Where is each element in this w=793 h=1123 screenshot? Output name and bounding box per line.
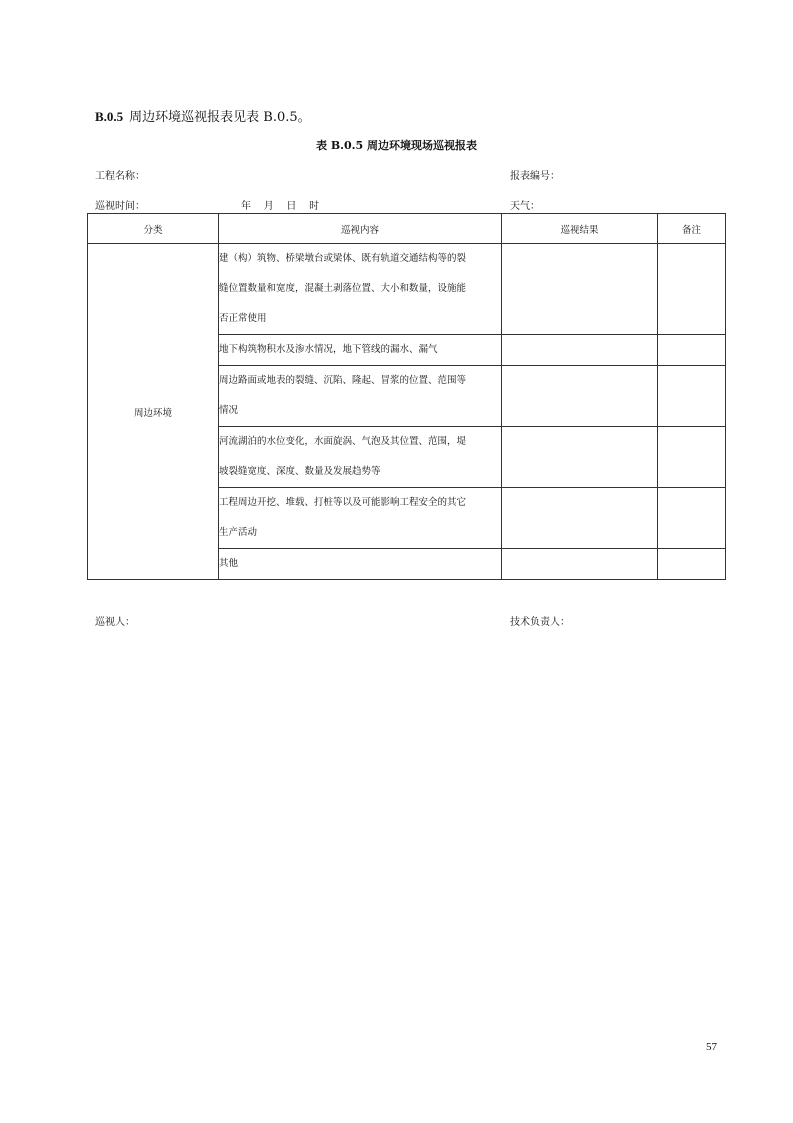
content-line: 河流湖泊的水位变化，水面旋涡、气泡及其位置、范围，堤 bbox=[219, 436, 467, 447]
remarks-cell[interactable] bbox=[658, 427, 726, 488]
content-line: 工程周边开挖、堆载、打桩等以及可能影响工程安全的其它 bbox=[219, 497, 467, 508]
header-content: 巡视内容 bbox=[219, 214, 502, 244]
content-line: 缝位置数量和宽度，混凝土剥落位置、大小和数量，设施能 bbox=[219, 283, 467, 294]
project-name-label: 工程名称： bbox=[95, 171, 145, 182]
remarks-cell[interactable] bbox=[658, 244, 726, 335]
content-cell bbox=[219, 549, 502, 580]
header-remarks: 备注 bbox=[658, 214, 726, 244]
remarks-cell[interactable] bbox=[658, 335, 726, 366]
content-cell bbox=[219, 366, 502, 427]
remarks-cell[interactable] bbox=[658, 488, 726, 549]
inspector-label: 巡视人： bbox=[95, 617, 135, 628]
result-cell[interactable] bbox=[502, 335, 658, 366]
result-cell[interactable] bbox=[502, 549, 658, 580]
content-cell bbox=[219, 427, 502, 488]
date-placeholder: 年 月 日 时 bbox=[241, 201, 320, 212]
header-category: 分类 bbox=[88, 214, 219, 244]
category-cell: 周边环境 bbox=[88, 244, 219, 580]
clause-heading bbox=[95, 106, 311, 125]
content-line: 其他 bbox=[219, 558, 239, 569]
table-header-row bbox=[88, 214, 726, 244]
content-cell bbox=[219, 244, 502, 335]
content-line: 情况 bbox=[219, 405, 239, 416]
table-title: 表 B.0.5 周边环境现场巡视报表 bbox=[316, 139, 477, 152]
content-line: 地下构筑物积水及渗水情况，地下管线的漏水、漏气 bbox=[219, 344, 438, 355]
remarks-cell[interactable] bbox=[658, 549, 726, 580]
result-cell[interactable] bbox=[502, 366, 658, 427]
page-number: 57 bbox=[706, 1041, 717, 1053]
content-line: 生产活动 bbox=[219, 527, 258, 538]
technical-lead-label: 技术负责人： bbox=[510, 617, 570, 628]
header-result: 巡视结果 bbox=[502, 214, 658, 244]
patrol-time-label: 巡视时间： bbox=[95, 201, 145, 212]
content-line: 周边路面或地表的裂缝、沉陷、隆起、冒浆的位置、范围等 bbox=[219, 375, 467, 386]
weather-label: 天气： bbox=[510, 201, 540, 212]
content-cell bbox=[219, 488, 502, 549]
content-cell bbox=[219, 335, 502, 366]
clause-number: B.0.5 bbox=[95, 109, 124, 124]
clause-text: 周边环境巡视报表见表 B.0.5。 bbox=[129, 110, 311, 125]
result-cell[interactable] bbox=[502, 427, 658, 488]
content-line: 否正常使用 bbox=[219, 313, 267, 324]
table-row bbox=[88, 244, 726, 335]
result-cell[interactable] bbox=[502, 488, 658, 549]
patrol-report-table bbox=[87, 213, 726, 580]
report-number-label: 报表编号： bbox=[510, 171, 560, 182]
result-cell[interactable] bbox=[502, 244, 658, 335]
content-line: 坡裂缝宽度、深度、数量及发展趋势等 bbox=[219, 466, 381, 477]
remarks-cell[interactable] bbox=[658, 366, 726, 427]
content-line: 建（构）筑物、桥梁墩台或梁体、既有轨道交通结构等的裂 bbox=[219, 253, 467, 264]
